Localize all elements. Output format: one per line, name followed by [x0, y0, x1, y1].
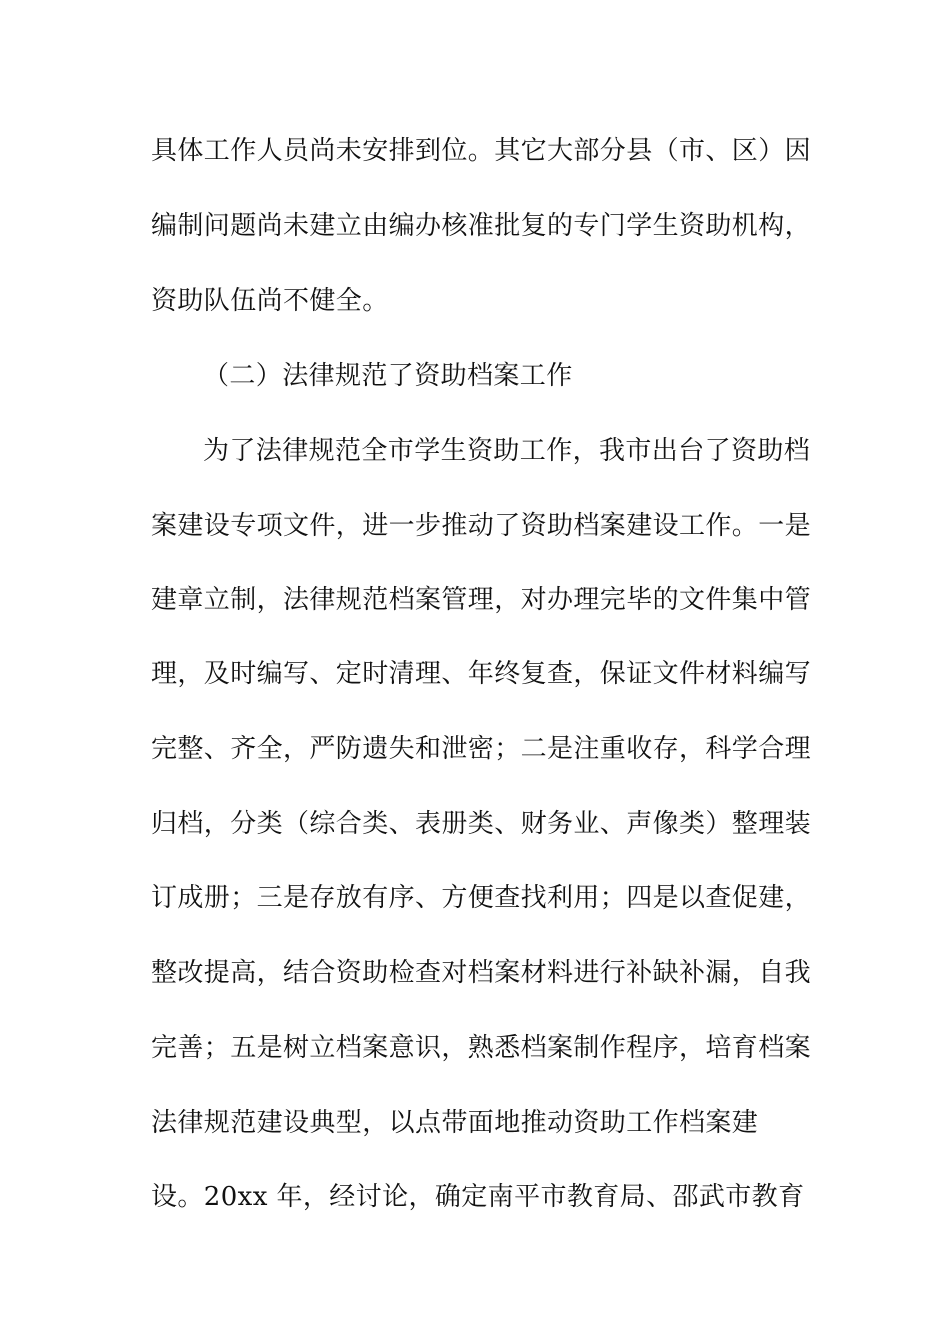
- paragraph-line: 归档，分类（综合类、表册类、财务业、声像类）整理装: [151, 809, 812, 839]
- paragraph-line: 完善；五是树立档案意识，熟悉档案制作程序，培育档案: [151, 1033, 812, 1063]
- paragraph-line: 具体工作人员尚未安排到位。其它大部分县（市、区）因: [151, 136, 812, 166]
- paragraph-line: 整改提高，结合资助检查对档案材料进行补缺补漏，自我: [151, 958, 812, 988]
- section-heading: （二）法律规范了资助档案工作: [203, 361, 573, 391]
- paragraph-line: 完整、齐全，严防遗失和泄密；二是注重收存，科学合理: [151, 734, 812, 764]
- paragraph-line: 建章立制，法律规范档案管理，对办理完毕的文件集中管: [151, 585, 812, 615]
- paragraph-line: 为了法律规范全市学生资助工作，我市出台了资助档: [203, 436, 811, 466]
- paragraph-line: 理，及时编写、定时清理、年终复查，保证文件材料编写: [151, 659, 812, 689]
- paragraph-line: 订成册；三是存放有序、方便查找利用；四是以查促建，: [151, 883, 812, 913]
- paragraph-line: 法律规范建设典型，以点带面地推动资助工作档案建: [151, 1108, 759, 1138]
- paragraph-line: 设。20xx 年，经讨论，确定南平市教育局、邵武市教育: [151, 1182, 805, 1212]
- paragraph-line: 资助队伍尚不健全。: [151, 286, 389, 316]
- paragraph-line: 案建设专项文件，进一步推动了资助档案建设工作。一是: [151, 511, 812, 541]
- paragraph-line: 编制问题尚未建立由编办核准批复的专门学生资助机构，: [151, 211, 812, 241]
